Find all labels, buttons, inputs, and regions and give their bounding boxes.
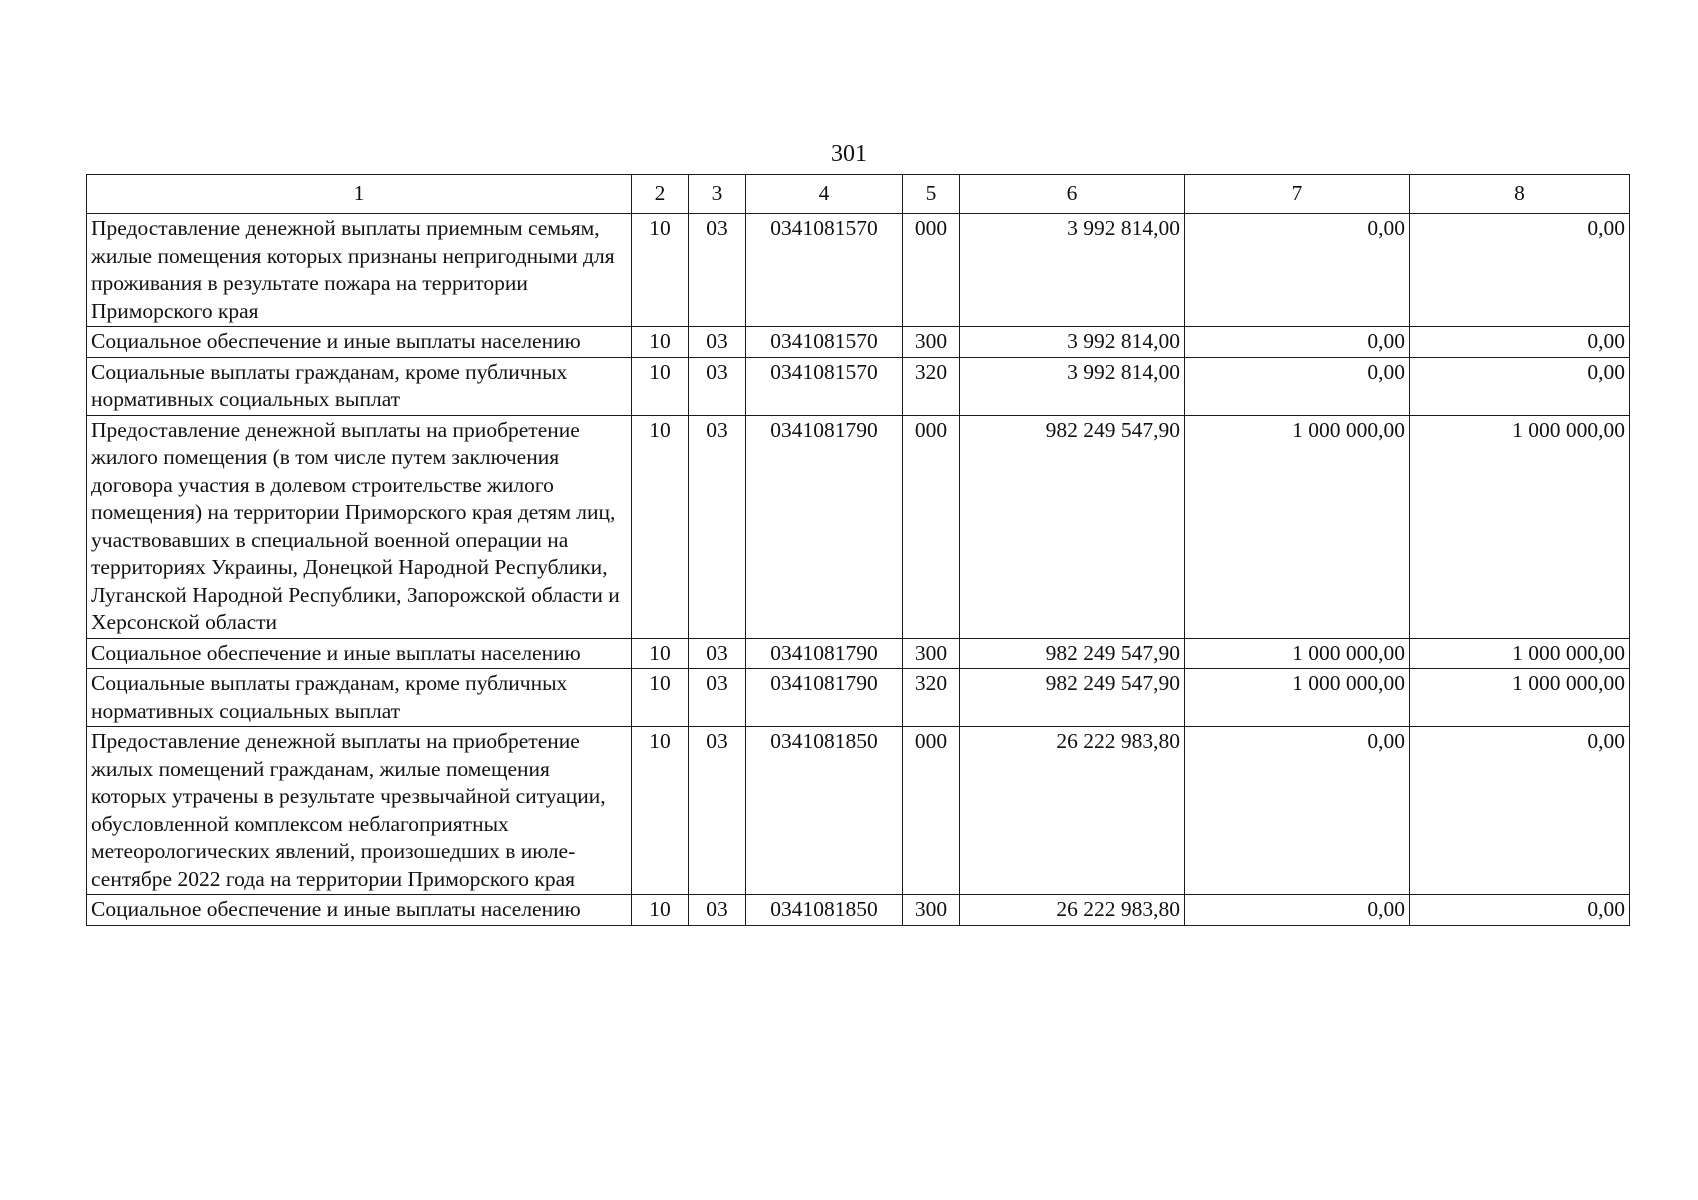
page-number: 301 — [831, 141, 867, 167]
section-code: 10 — [632, 895, 689, 926]
expense-type-code: 000 — [903, 214, 960, 327]
table-row — [87, 895, 1630, 926]
amount-col-6: 982 249 547,90 — [960, 415, 1185, 638]
subsection-code: 03 — [689, 727, 746, 895]
target-article-code: 0341081790 — [746, 669, 903, 727]
header-col-5: 5 — [903, 175, 960, 214]
amount-col-8: 0,00 — [1410, 214, 1630, 327]
table-row — [87, 357, 1630, 415]
expense-type-code: 300 — [903, 638, 960, 669]
amount-col-6: 3 992 814,00 — [960, 327, 1185, 358]
target-article-code: 0341081790 — [746, 638, 903, 669]
amount-col-7: 0,00 — [1185, 214, 1410, 327]
expense-type-code: 000 — [903, 415, 960, 638]
row-name: Предоставление денежной выплаты на приобретение жилых помещений гражданам, жилые помещения которых утрачены в результате чрезвычайной ситуации, обусловленной комплексом неблагоприятных метеорологических явлений, произошедших в июле-сентябре 2022 года на территории Приморского края — [87, 727, 632, 895]
row-name: Социальное обеспечение и иные выплаты населению — [87, 638, 632, 669]
subsection-code: 03 — [689, 357, 746, 415]
expense-type-code: 300 — [903, 327, 960, 358]
target-article-code: 0341081790 — [746, 415, 903, 638]
header-row — [87, 175, 1630, 214]
expense-type-code: 320 — [903, 669, 960, 727]
subsection-code: 03 — [689, 415, 746, 638]
amount-col-7: 1 000 000,00 — [1185, 669, 1410, 727]
header-col-2: 2 — [632, 175, 689, 214]
amount-col-8: 0,00 — [1410, 327, 1630, 358]
amount-col-7: 0,00 — [1185, 895, 1410, 926]
header-col-1: 1 — [87, 175, 632, 214]
header-col-3: 3 — [689, 175, 746, 214]
section-code: 10 — [632, 669, 689, 727]
row-name: Социальные выплаты гражданам, кроме публичных нормативных социальных выплат — [87, 357, 632, 415]
row-name: Социальное обеспечение и иные выплаты населению — [87, 327, 632, 358]
target-article-code: 0341081570 — [746, 357, 903, 415]
header-col-7: 7 — [1185, 175, 1410, 214]
table-row — [87, 669, 1630, 727]
subsection-code: 03 — [689, 669, 746, 727]
amount-col-7: 0,00 — [1185, 357, 1410, 415]
section-code: 10 — [632, 638, 689, 669]
amount-col-7: 1 000 000,00 — [1185, 638, 1410, 669]
expense-type-code: 300 — [903, 895, 960, 926]
table-row — [87, 415, 1630, 638]
section-code: 10 — [632, 727, 689, 895]
amount-col-7: 0,00 — [1185, 727, 1410, 895]
expense-type-code: 320 — [903, 357, 960, 415]
table-row — [87, 214, 1630, 327]
target-article-code: 0341081570 — [746, 214, 903, 327]
target-article-code: 0341081570 — [746, 327, 903, 358]
target-article-code: 0341081850 — [746, 727, 903, 895]
amount-col-8: 1 000 000,00 — [1410, 669, 1630, 727]
amount-col-6: 3 992 814,00 — [960, 214, 1185, 327]
table-row — [87, 638, 1630, 669]
header-col-6: 6 — [960, 175, 1185, 214]
amount-col-6: 982 249 547,90 — [960, 669, 1185, 727]
subsection-code: 03 — [689, 327, 746, 358]
table-row — [87, 727, 1630, 895]
section-code: 10 — [632, 327, 689, 358]
amount-col-7: 0,00 — [1185, 327, 1410, 358]
row-name: Социальные выплаты гражданам, кроме публичных нормативных социальных выплат — [87, 669, 632, 727]
amount-col-6: 3 992 814,00 — [960, 357, 1185, 415]
subsection-code: 03 — [689, 638, 746, 669]
amount-col-7: 1 000 000,00 — [1185, 415, 1410, 638]
section-code: 10 — [632, 357, 689, 415]
row-name: Предоставление денежной выплаты на приобретение жилого помещения (в том числе путем заключения договора участия в долевом строительстве жилого помещения) на территории Приморского края детям лиц, участвовавших в специальной военной операции на территориях Украины, Донецкой Народной Республики, Луганской Народной Республики, Запорожской области и Херсонской области — [87, 415, 632, 638]
header-col-4: 4 — [746, 175, 903, 214]
budget-table — [86, 174, 1630, 926]
amount-col-8: 1 000 000,00 — [1410, 415, 1630, 638]
amount-col-8: 0,00 — [1410, 727, 1630, 895]
table-row — [87, 327, 1630, 358]
amount-col-8: 0,00 — [1410, 357, 1630, 415]
amount-col-8: 1 000 000,00 — [1410, 638, 1630, 669]
header-col-8: 8 — [1410, 175, 1630, 214]
section-code: 10 — [632, 214, 689, 327]
subsection-code: 03 — [689, 895, 746, 926]
row-name: Предоставление денежной выплаты приемным семьям, жилые помещения которых признаны непригодными для проживания в результате пожара на территории Приморского края — [87, 214, 632, 327]
amount-col-6: 982 249 547,90 — [960, 638, 1185, 669]
section-code: 10 — [632, 415, 689, 638]
expense-type-code: 000 — [903, 727, 960, 895]
row-name: Социальное обеспечение и иные выплаты населению — [87, 895, 632, 926]
amount-col-8: 0,00 — [1410, 895, 1630, 926]
target-article-code: 0341081850 — [746, 895, 903, 926]
amount-col-6: 26 222 983,80 — [960, 895, 1185, 926]
subsection-code: 03 — [689, 214, 746, 327]
amount-col-6: 26 222 983,80 — [960, 727, 1185, 895]
